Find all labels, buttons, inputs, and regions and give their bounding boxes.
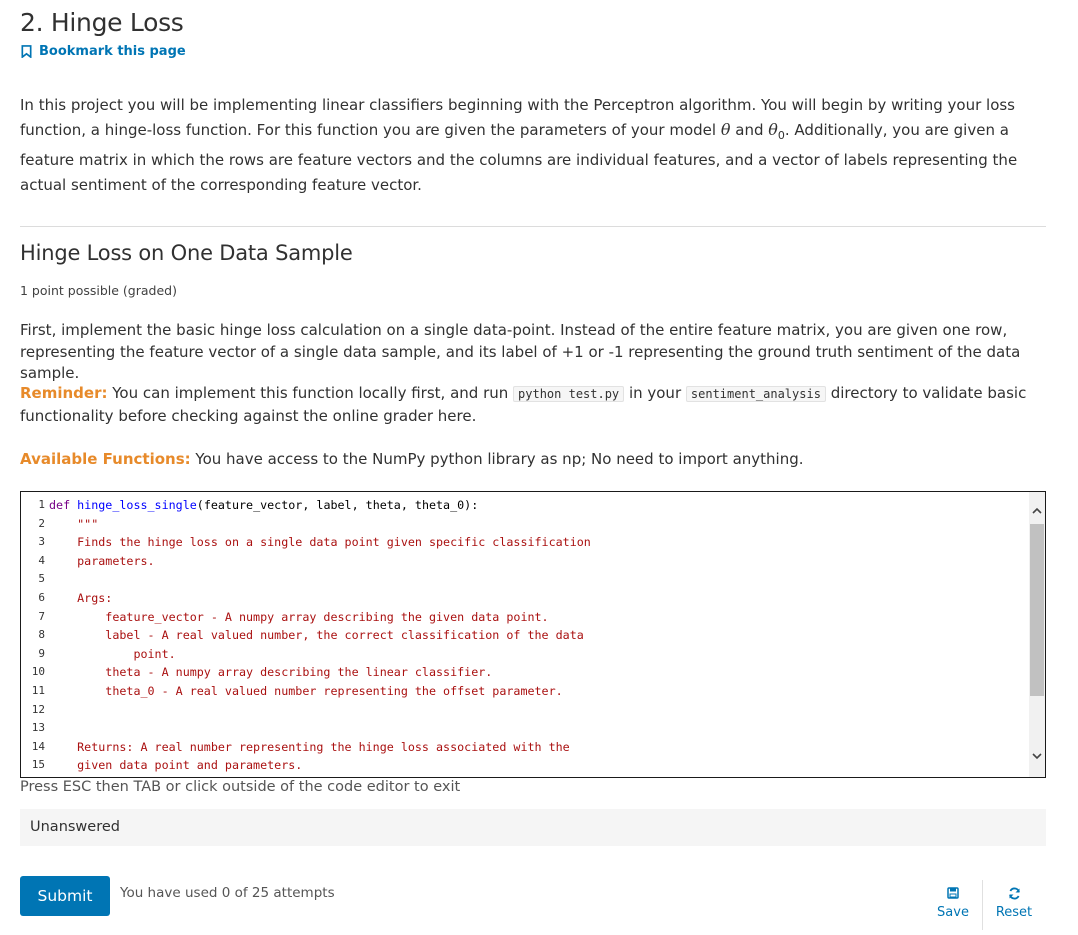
line-number: 1 [38, 498, 45, 511]
intro-paragraph: In this project you will be implementing linear classifiers beginning with the Perceptron algorithm. You will begin by writing your loss function, a hinge-loss function. For this function you are given the parameters of your model θ and $\theta_0$. Additionally, you are given a feature matrix in which the rows are feature vectors and the columns are individual features, and a vector of labels representing the actual sentiment of the corresponding feature vector. [20, 96, 1018, 194]
bookmark-button[interactable] [20, 44, 186, 59]
problem-title: Hinge Loss on One Data Sample [20, 241, 353, 265]
line-number: 7 [38, 609, 45, 623]
save-button[interactable] [923, 887, 983, 920]
line-number: 4 [38, 553, 45, 567]
editor-scrollbar[interactable] [1029, 492, 1045, 777]
page-title: 2. Hinge Loss [20, 8, 184, 37]
code-text: label - A real valued number, the correct classification of the data [49, 628, 584, 643]
line-number: 6 [38, 591, 45, 604]
submit-button[interactable]: Submit [20, 876, 110, 916]
attempts-counter: You have used 0 of 25 attempts [120, 885, 335, 901]
line-number: 10 [31, 665, 45, 679]
refresh-icon [984, 887, 1044, 905]
code-text: def hinge_loss_single(feature_vector, label, theta, theta_0): [49, 498, 479, 512]
available-functions-paragraph: Available Functions: You have access to the NumPy python library as np; No need to import anything. [20, 450, 804, 468]
theta0-symbol: θ [768, 119, 778, 139]
save-icon [923, 887, 983, 905]
line-number: 5 [38, 572, 45, 586]
line-number: 14 [31, 739, 45, 753]
reset-label: Reset [995, 905, 1033, 920]
save-label: Save [937, 905, 969, 920]
code-sentiment-analysis: sentiment_analysis [686, 386, 826, 402]
answer-status: Unanswered [20, 809, 1046, 846]
code-text: point. [49, 646, 176, 661]
code-text: """ [49, 516, 99, 531]
code-text: given data point and parameters. [49, 758, 303, 773]
scroll-down-icon[interactable] [1029, 748, 1045, 764]
code-text: theta_0 - A real valued number representing the offset parameter. [49, 684, 563, 698]
code-editor[interactable] [20, 491, 1046, 778]
code-text: parameters. [49, 553, 155, 568]
reminder-paragraph: Reminder: You can implement this function locally first, and run python test.py in your sentiment_analysis directory to validate basic functionality before checking against the online grader here. [20, 384, 1027, 425]
code-python-test: python test.py [513, 386, 624, 402]
line-number: 15 [31, 758, 45, 772]
code-text: Finds the hinge loss on a single data point given specific classification [49, 535, 591, 550]
line-number: 11 [31, 684, 45, 697]
line-number: 13 [31, 721, 45, 735]
code-text: theta - A numpy array describing the linear classifier. [49, 665, 493, 680]
bookmark-icon [20, 45, 33, 58]
scroll-up-icon[interactable] [1029, 502, 1045, 518]
reminder-label: Reminder: [20, 384, 108, 402]
problem-description: First, implement the basic hinge loss calculation on a single data-point. Instead of the entire feature matrix, you are given one row, representing the feature vector of a single data sample, and its label of +1 or -1 representing the ground truth sentiment of the data sample. [20, 321, 1021, 382]
editor-exit-hint: Press ESC then TAB or click outside of the code editor to exit [20, 779, 461, 795]
reset-button[interactable] [984, 887, 1044, 920]
line-number: 12 [31, 702, 45, 716]
line-number: 3 [38, 535, 45, 549]
line-number: 9 [38, 646, 45, 660]
code-text: Returns: A real number representing the hinge loss associated with the [49, 739, 570, 754]
bookmark-label: Bookmark this page [39, 44, 186, 59]
line-number: 8 [38, 628, 45, 642]
code-text: Args: [49, 591, 113, 605]
code-text: feature_vector - A numpy array describing the given data point. [49, 609, 549, 624]
action-divider [982, 880, 983, 930]
points-possible: 1 point possible (graded) [20, 283, 177, 298]
scroll-thumb[interactable] [1030, 524, 1044, 696]
theta-symbol: θ [720, 119, 731, 139]
available-functions-label: Available Functions: [20, 450, 191, 468]
line-number: 2 [38, 516, 45, 530]
section-divider [20, 226, 1046, 227]
